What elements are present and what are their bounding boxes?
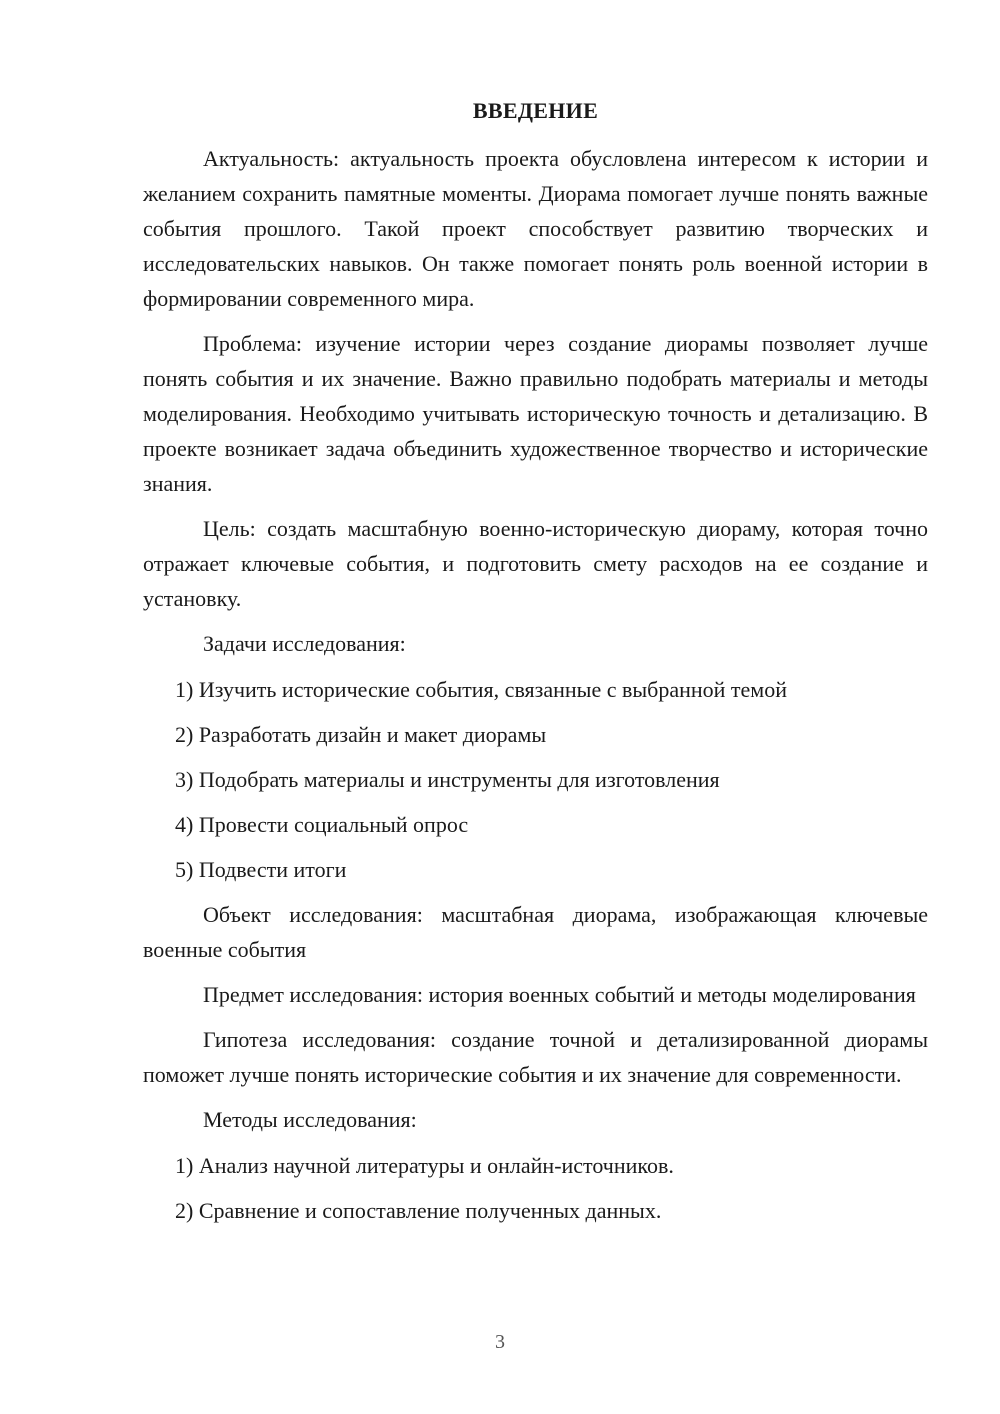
tasks-heading: Задачи исследования: <box>203 631 406 656</box>
subject-paragraph: Предмет исследования: история военных событий и методы моделирования <box>203 982 916 1007</box>
relevance-paragraph: Актуальность: актуальность проекта обусловлена интересом к истории и желанием сохранить памятные моменты. Диорама помогает лучше понять важные события прошлого. Такой проект способствует развитию творческих и исследовательских навыков. Он также помогает понять роль военной истории в формировании современного мира. <box>143 146 928 311</box>
page-title: ВВЕДЕНИЕ <box>472 98 599 123</box>
methods-list <box>143 1148 928 1228</box>
list-item: 4) Провести социальный опрос <box>175 812 469 837</box>
list-item: 2) Разработать дизайн и макет диорамы <box>175 722 547 747</box>
hypothesis-paragraph: Гипотеза исследования: создание точной и детализированной диорамы поможет лучше понять исторические события и их значение для современности. <box>143 1027 928 1087</box>
tasks-list <box>143 672 928 887</box>
list-item: 1) Изучить исторические события, связанные с выбранной темой <box>175 677 787 702</box>
methods-heading: Методы исследования: <box>203 1107 417 1132</box>
list-item: 1) Анализ научной литературы и онлайн-источников. <box>175 1153 674 1178</box>
list-item: 3) Подобрать материалы и инструменты для изготовления <box>175 767 720 792</box>
list-item: 2) Сравнение и сопоставление полученных данных. <box>175 1198 662 1223</box>
object-paragraph: Объект исследования: масштабная диорама, изображающая ключевые военные события <box>143 902 928 962</box>
page-number: 3 <box>495 1331 505 1353</box>
problem-paragraph: Проблема: изучение истории через создание диорамы позволяет лучше понять события и их значение. Важно правильно подобрать материалы и методы моделирования. Необходимо учитывать историческую точность и детализацию. В проекте возникает задача объединить художественное творчество и исторические знания. <box>143 331 928 496</box>
list-item: 5) Подвести итоги <box>175 857 347 882</box>
document-page <box>143 95 928 1238</box>
goal-paragraph: Цель: создать масштабную военно-историческую диораму, которая точно отражает ключевые события, и подготовить смету расходов на ее создание и установку. <box>143 516 928 611</box>
